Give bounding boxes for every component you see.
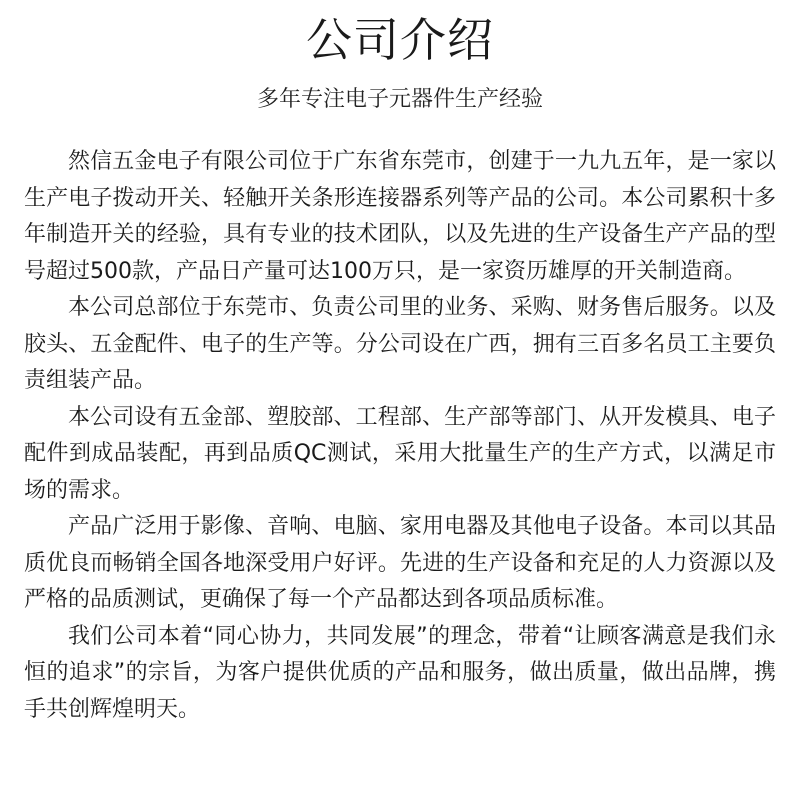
page-title: 公司介绍 [306, 13, 494, 67]
paragraph-philosophy: 我们公司本着“同心协力，共同发展”的理念，带着“让顾客满意是我们永恒的追求”的宗旨，为客户提供优质的产品和服务，做出质量，做出品牌，携手共创辉煌明天。 [24, 623, 776, 722]
intro-body [24, 144, 776, 728]
paragraph-departments: 本公司设有五金部、塑胶部、工程部、生产部等部门、从开发模具、电子配件到成品装配，再到品质QC测试，采用大批量生产的生产方式，以满足市场的需求。 [24, 404, 776, 503]
paragraph-history: 然信五金电子有限公司位于广东省东莞市，创建于一九九五年，是一家以生产电子拨动开关、轻触开关条形连接器系列等产品的公司。本公司累积十多年制造开关的经验，具有专业的技术团队，以及先进的生产设备生产产品的型号超过500款，产品日产量可达100万只，是一家资历雄厚的开关制造商。 [24, 149, 776, 284]
page-subtitle: 多年专注电子元器件生产经验 [256, 87, 543, 112]
paragraph-applications: 产品广泛用于影像、音响、电脑、家用电器及其他电子设备。本司以其品质优良而畅销全国各地深受用户好评。先进的生产设备和充足的人力资源以及严格的品质测试，更确保了每一个产品都达到各项品质标准。 [24, 514, 776, 612]
paragraph-headquarters: 本公司总部位于东莞市、负责公司里的业务、采购、财务售后服务。以及胶头、五金配件、电子的生产等。分公司设在广西，拥有三百多名员工主要负责组装产品。 [24, 295, 776, 393]
